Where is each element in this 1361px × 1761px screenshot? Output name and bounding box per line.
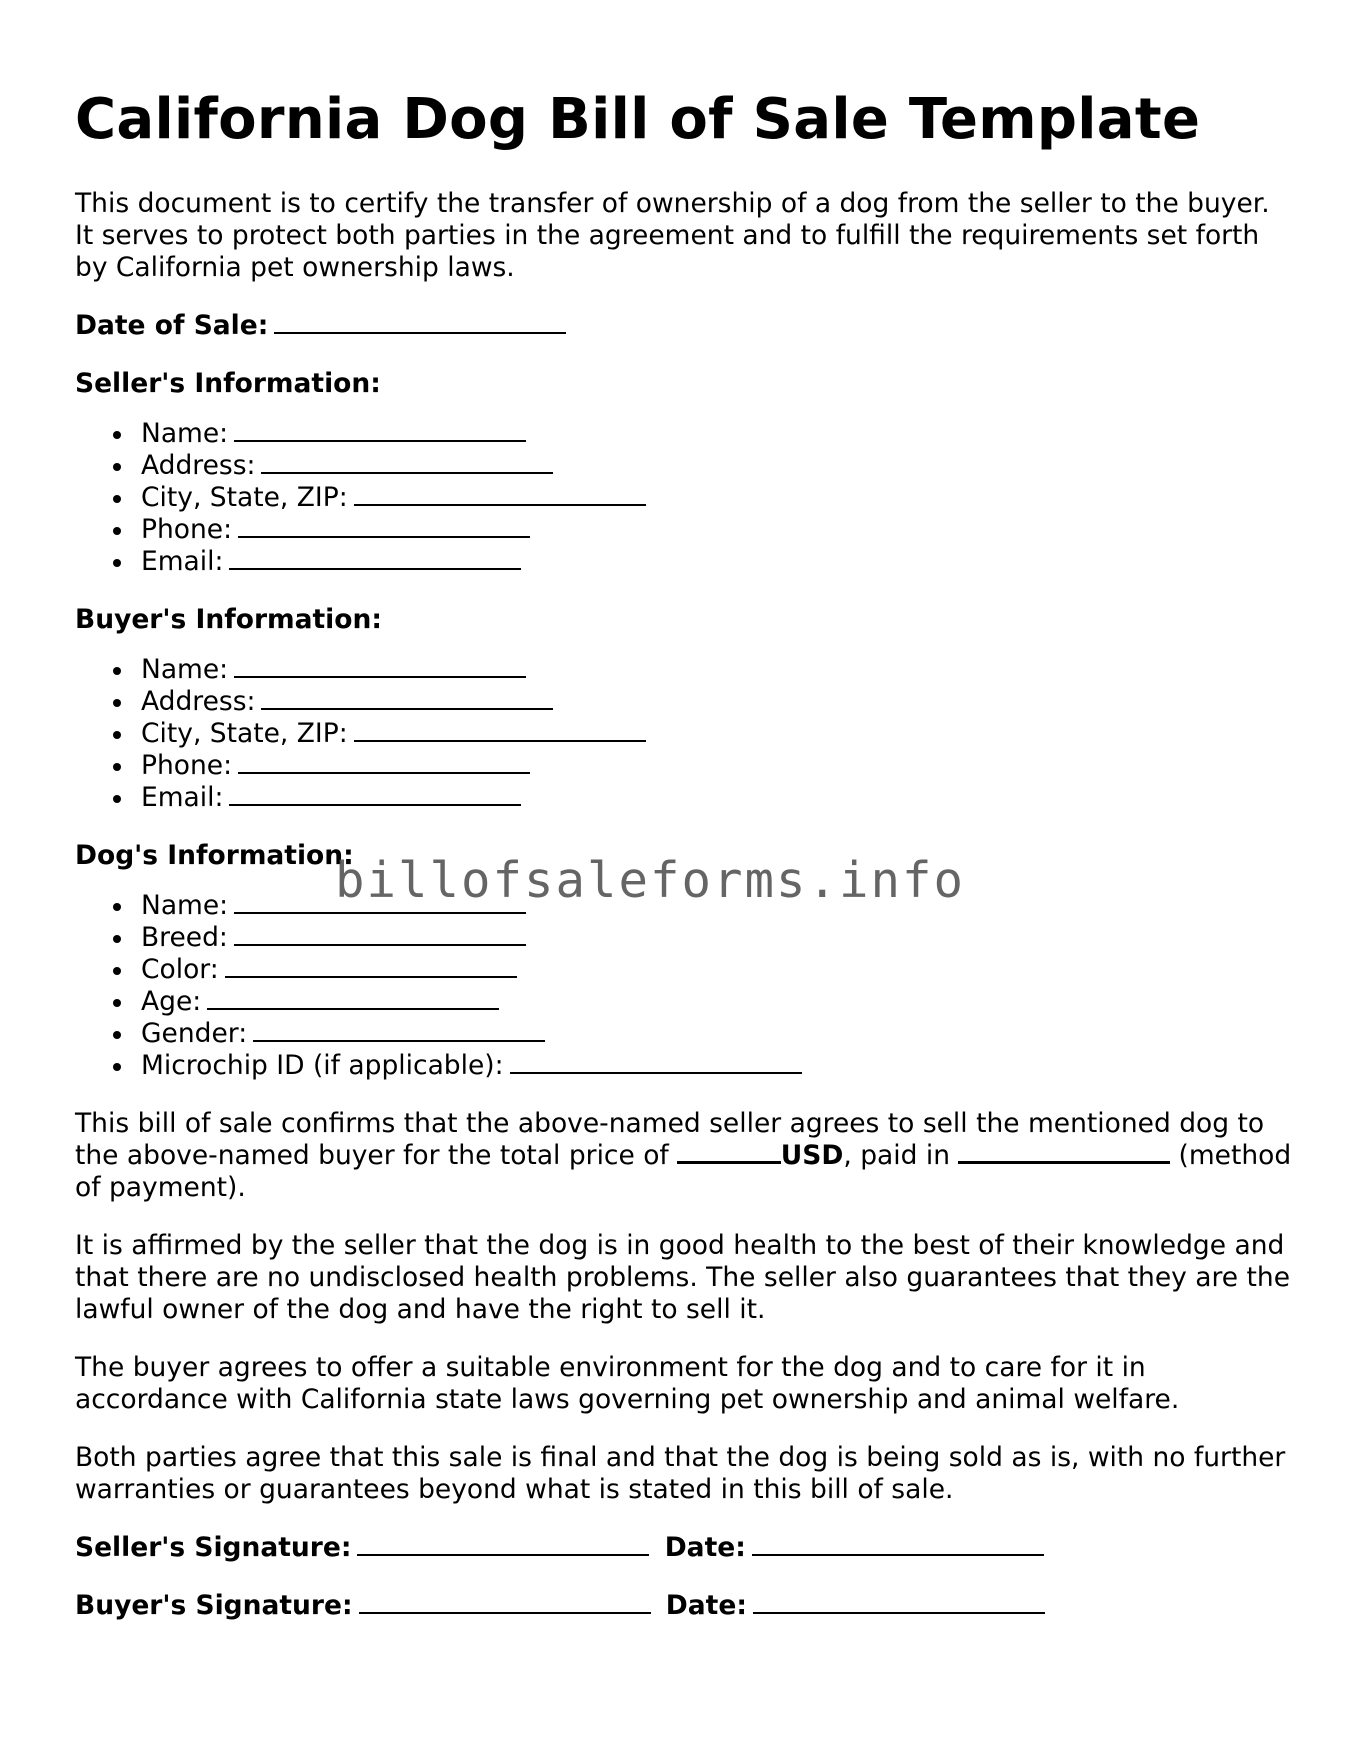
dog-heading: Dog's Information: (75, 840, 354, 872)
page-title: California Dog Bill of Sale Template (75, 87, 1201, 152)
list-item (75, 686, 1295, 718)
field-label: Email: (141, 782, 224, 814)
field-label: Age: (141, 986, 202, 1018)
field-label: Address: (141, 450, 256, 482)
list-item (75, 482, 1295, 514)
field-label: Phone: (141, 750, 233, 782)
field-label: Name: (141, 418, 229, 450)
buyer-signature-label: Buyer's Signature: (75, 1590, 353, 1622)
list-item (75, 750, 1295, 782)
buyer-fields (75, 654, 1295, 814)
price-text: This bill of sale confirms that the above-named seller agrees to sell the mentioned dog to the above-named buyer for the total price of (75, 1108, 1265, 1172)
dog-breed-blank[interactable] (234, 943, 526, 946)
field-label: City, State, ZIP: (141, 718, 348, 750)
field-label: Email: (141, 546, 224, 578)
seller-date-blank[interactable] (752, 1553, 1044, 1556)
date-of-sale-row (75, 310, 1295, 342)
buyer-signature-row (75, 1590, 1295, 1622)
list-item (75, 1018, 1295, 1050)
currency-label: USD (780, 1140, 844, 1172)
date-of-sale-label: Date of Sale: (75, 310, 269, 342)
seller-phone-blank[interactable] (238, 535, 530, 538)
seller-heading: Seller's Information: (75, 368, 381, 400)
field-label: Color: (141, 954, 219, 986)
dog-gender-blank[interactable] (253, 1039, 545, 1042)
seller-email-blank[interactable] (229, 567, 521, 570)
list-item (75, 654, 1295, 686)
buyer-phone-blank[interactable] (238, 771, 530, 774)
watermark: billofsaleforms.info (335, 852, 966, 909)
dog-fields (75, 890, 1295, 1082)
list-item (75, 418, 1295, 450)
dog-microchip-blank[interactable] (510, 1071, 802, 1074)
method-of-payment-text: (method of payment). (75, 1140, 1292, 1204)
buyer-city-blank[interactable] (354, 739, 646, 742)
list-item (75, 718, 1295, 750)
buyer-email-blank[interactable] (229, 803, 521, 806)
field-label: Breed: (141, 922, 228, 954)
list-item (75, 782, 1295, 814)
dog-color-blank[interactable] (225, 975, 517, 978)
field-label: Gender: (141, 1018, 248, 1050)
list-item (75, 922, 1295, 954)
field-label: Name: (141, 890, 229, 922)
seller-signature-blank[interactable] (357, 1553, 649, 1556)
list-item (75, 546, 1295, 578)
price-paragraph (75, 1108, 1295, 1204)
dog-age-blank[interactable] (207, 1007, 499, 1010)
dog-name-blank[interactable] (234, 911, 526, 914)
buyer-address-blank[interactable] (261, 707, 553, 710)
seller-city-blank[interactable] (354, 503, 646, 506)
seller-address-blank[interactable] (261, 471, 553, 474)
field-label: Address: (141, 686, 256, 718)
list-item (75, 1050, 1295, 1082)
buyer-date-label: Date: (665, 1590, 747, 1622)
field-label: Microchip ID (if applicable): (141, 1050, 504, 1082)
payment-method-blank[interactable] (958, 1160, 1170, 1164)
seller-signature-row (75, 1532, 1295, 1564)
field-label: Phone: (141, 514, 233, 546)
seller-date-label: Date: (664, 1532, 746, 1564)
buyer-date-blank[interactable] (753, 1611, 1045, 1614)
list-item (75, 450, 1295, 482)
paid-in-text: , paid in (843, 1140, 951, 1172)
seller-name-blank[interactable] (234, 439, 526, 442)
list-item (75, 514, 1295, 546)
seller-fields (75, 418, 1295, 578)
final-paragraph: Both parties agree that this sale is final and that the dog is being sold as is, with no further warranties or guarantees beyond what is stated in this bill of sale. (75, 1442, 1286, 1506)
health-paragraph: It is affirmed by the seller that the dog is in good health to the best of their knowledge and that there are no undisclosed health problems. The seller also guarantees that they are the lawful owner of the dog and have the right to sell it. (75, 1230, 1291, 1326)
care-paragraph: The buyer agrees to offer a suitable environment for the dog and to care for it in accordance with California state laws governing pet ownership and animal welfare. (75, 1352, 1180, 1416)
list-item (75, 986, 1295, 1018)
field-label: City, State, ZIP: (141, 482, 348, 514)
date-of-sale-blank[interactable] (274, 331, 566, 334)
seller-signature-label: Seller's Signature: (75, 1532, 352, 1564)
field-label: Name: (141, 654, 229, 686)
intro-paragraph: This document is to certify the transfer of ownership of a dog from the seller to the buyer. It serves to protect both parties in the agreement and to fulfill the requirements set forth by California pet ownership laws. (75, 188, 1270, 284)
buyer-signature-blank[interactable] (359, 1611, 651, 1614)
buyer-heading: Buyer's Information: (75, 604, 382, 636)
list-item (75, 954, 1295, 986)
price-blank[interactable] (677, 1160, 781, 1164)
buyer-name-blank[interactable] (234, 675, 526, 678)
